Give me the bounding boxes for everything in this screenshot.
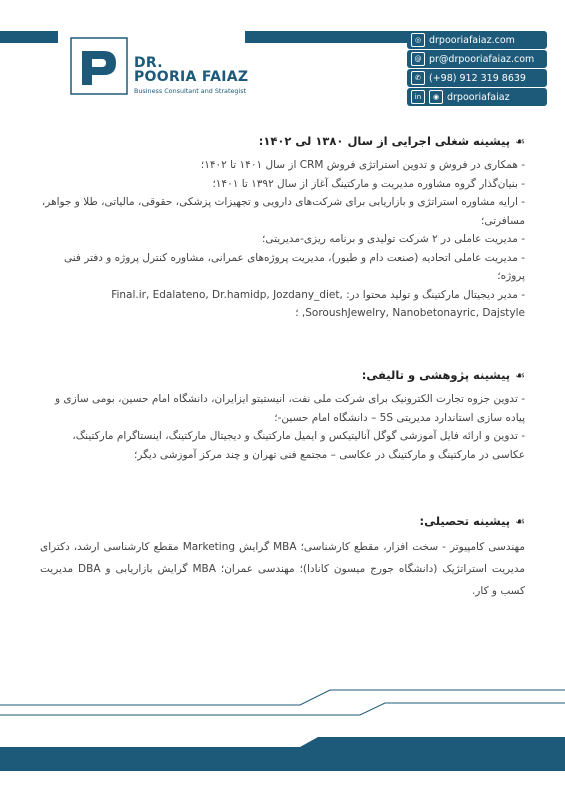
contact-website-text: drpooriafaiaz.com (429, 34, 515, 46)
contact-phone-text: (+98) 912 319 8639 (429, 72, 526, 84)
header-band-right (245, 31, 415, 43)
brand-name-line2: POORIA FAIAZ (134, 69, 249, 85)
research-list (40, 390, 525, 464)
section-education (40, 514, 525, 602)
phone-icon: ✆ (411, 71, 425, 85)
section-work (40, 134, 525, 323)
list-item: - تدوین و ارائه فایل آموزشی گوگل آنالیتیکس و ایمیل مارکتینگ و دیجیتال مارکتینگ، اینستاگرام مارکتینگ، عکاسی در مارکتینگ و مارکتینگ در عکاسی – مجتمع فنی تهران و چند مرکز آموزشی دیگر؛ (72, 430, 525, 461)
instagram-icon: ◉ (429, 90, 443, 104)
footer-band (0, 737, 565, 771)
list-item: - مدیریت عاملی اتحادیه (صنعت دام و طیور)، مدیریت پروژه‌های عمرانی، مشاوره کنترل پروژه و دفتر فنی پروژه؛ (64, 251, 525, 282)
logo-mark-icon (70, 37, 128, 95)
email-icon: @ (411, 52, 425, 66)
section-education-title (40, 514, 525, 528)
section-work-title-text: پیشینه شغلی اجرایی از سال ۱۳۸۰ لی ۱۴۰۲: (258, 134, 511, 148)
linkedin-icon: in (411, 90, 425, 104)
list-item: - مدیر دیجیتال مارکتینگ و تولید محتوا در: Final.ir, Edalateno, Dr.hamidp, Jozdany_diet, SoroushJewelry, Nanobetonayric, Dajstyle, ؛ (111, 288, 525, 319)
list-item: - تدوین جزوه تجارت الکترونیک برای شرکت ملی نفت، انیستیتو ایزایران، دانشگاه امام حسین، بومی سازی و پیاده سازی استاندارد مدیریتی 5S – دانشگاه امام حسین-؛ (55, 393, 525, 424)
header-band-left (0, 31, 58, 43)
handshake-icon: ☙ (515, 368, 525, 382)
brand-name (134, 56, 248, 84)
list-item: - ارایه مشاوره استراتژی و بازاریابی برای شرکت‌های دارویی و تجهیزات پزشکی، حقوقی، مالیاتی، طلا و جواهر، مسافرتی؛ (41, 196, 525, 227)
section-research-title-text: پیشینه پژوهشی و تالیفی: (361, 368, 511, 382)
contact-phone[interactable] (407, 69, 547, 87)
contact-email[interactable] (407, 50, 547, 68)
handshake-icon: ☙ (515, 514, 525, 528)
contact-social[interactable] (407, 88, 547, 106)
list-item: - همکاری در فروش و تدوین استراتژی فروش CRM از سال ۱۴۰۱ تا ۱۴۰۲؛ (200, 159, 525, 171)
brand-name-line1: DR. (134, 55, 163, 71)
contact-social-text: drpooriafaiaz (447, 91, 510, 103)
section-research (40, 368, 525, 464)
contact-email-text: pr@drpooriafaiaz.com (429, 53, 535, 65)
section-education-title-text: پیشینه تحصیلی: (419, 514, 511, 528)
list-item: - مدیریت عاملی در ۲ شرکت تولیدی و برنامه ریزی-مدیریتی؛ (262, 233, 525, 245)
section-work-title (40, 134, 525, 148)
brand-tagline: Business Consultant and Strategist (134, 87, 247, 95)
handshake-icon: ☙ (515, 134, 525, 148)
list-item: - بنیان‌گذار گروه مشاوره مدیریت و مارکتینگ آغاز از سال ۱۳۹۲ تا ۱۴۰۱؛ (212, 177, 525, 190)
education-text: مهندسی کامپیوتر - سخت افزار، مقطع کارشناسی؛ MBA گرایش Marketing مقطع کارشناسی ارشد، دکترای مدیریت استراتژیک (دانشگاه جورج میسون کانادا)؛ مهندسی عمران؛ MBA گرایش بازاریابی و DBA مدیریت کسب و کار. (40, 541, 525, 597)
section-research-title (40, 368, 525, 382)
contact-website[interactable] (407, 31, 547, 49)
work-list (40, 156, 525, 323)
web-icon: ◎ (411, 33, 425, 47)
